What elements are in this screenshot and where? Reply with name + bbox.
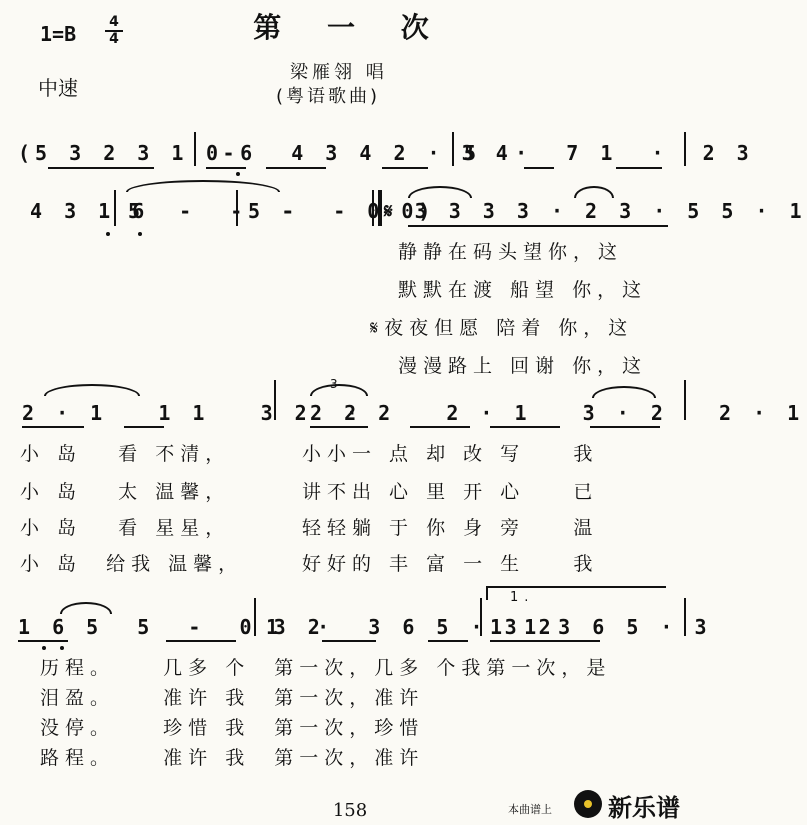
octave-dot <box>60 646 64 650</box>
underline-beam <box>490 640 600 642</box>
lyric-line: 没停。 珍惜 我 第一次，珍惜 <box>40 717 425 739</box>
barline <box>452 132 454 166</box>
volta-bracket-edge <box>486 586 488 600</box>
measure-group: 1 6 5 5 - 0 3 2 <box>18 615 325 639</box>
measure-group: 𝄋 3 3 3 3 · 2 3 · 5 5 · 1 <box>384 199 807 223</box>
measure-group: (5 3 2 3 1 - <box>18 141 240 165</box>
slur-arc <box>408 186 472 198</box>
lyric-line: 小 岛 太 温馨， <box>20 481 231 503</box>
measure-group: 2 2 2 2 · 1 3 · 2 2 · 1 <box>310 401 805 425</box>
underline-beam <box>616 167 662 169</box>
lyric-line: 小 岛 看 星星， <box>20 517 231 539</box>
barline <box>114 190 116 226</box>
underline-beam <box>408 225 668 227</box>
underline-beam <box>166 640 236 642</box>
song-style: (粤语歌曲) <box>276 86 381 107</box>
underline-beam <box>382 167 428 169</box>
slur-arc <box>60 602 112 614</box>
measure-group: 4 3 1 6 <box>30 199 150 223</box>
repeat-barline <box>372 190 374 226</box>
record-disc-icon <box>574 790 602 818</box>
measure-group: 5 · 7 1 · 2 3 <box>464 141 754 165</box>
measure-group: 1 1 3 6 5 · 3 <box>490 615 712 639</box>
lyric-line: 小 岛 看 不清， <box>20 443 231 465</box>
underline-beam <box>524 167 554 169</box>
tempo-marking: 中速 <box>38 76 78 100</box>
underline-beam <box>206 167 246 169</box>
underline-beam <box>428 640 468 642</box>
slur-arc <box>44 384 140 396</box>
barline <box>254 598 256 636</box>
page-number: 158 <box>332 800 368 821</box>
time-signature-top: 4 <box>109 14 119 30</box>
underline-beam <box>410 426 470 428</box>
key-signature: 1=B <box>40 22 77 46</box>
underline-beam <box>266 167 326 169</box>
source-caption: 本曲谱上 <box>508 803 552 816</box>
measure-group: 5 - - 0 0) <box>248 199 436 223</box>
triplet-mark: 3 <box>330 377 344 391</box>
lyric-line: 好好的 丰 富 一 生 我 <box>302 553 599 575</box>
barline <box>480 598 482 636</box>
underline-beam <box>22 426 84 428</box>
measure-group: 1 · 3 6 5 · 3 2 <box>266 615 556 639</box>
lyric-line: 讲不出 心 里 开 心 已 <box>302 481 599 503</box>
measure-group: 2 · 1 1 1 3 2 · <box>22 401 363 425</box>
underline-beam <box>490 426 560 428</box>
lyric-line: 历程。 几多 个 第一次，几多 个我第一次，是 <box>40 657 612 679</box>
time-signature <box>103 16 125 46</box>
measure-group: 0 6 4 3 4 2 · 3 4 <box>206 141 513 165</box>
lyric-line: 轻轻躺 于 你 身 旁 温 <box>302 517 599 539</box>
slur-arc <box>574 186 614 198</box>
underline-beam <box>48 167 154 169</box>
volta-number: 1. <box>510 590 535 605</box>
octave-dot <box>236 172 240 176</box>
barline <box>236 190 238 226</box>
octave-dot <box>42 646 46 650</box>
slur-arc <box>592 386 656 398</box>
underline-beam <box>18 640 68 642</box>
repeat-barline-thick <box>378 190 382 226</box>
lyric-line: 𝄋夜夜但愿 陪着 你，这 <box>370 317 634 339</box>
lyric-line: 静静在码头望你，这 <box>398 241 624 263</box>
lyric-line: 漫漫路上 回谢 你，这 <box>398 355 648 377</box>
lyric-line: 小 岛 给我 温馨， <box>20 553 244 575</box>
site-logo-text[interactable]: 新乐谱 <box>608 794 680 822</box>
barline <box>684 380 686 420</box>
octave-dot <box>138 232 142 236</box>
octave-dot <box>106 232 110 236</box>
lyric-line: 路程。 准许 我 第一次，准许 <box>40 747 425 769</box>
underline-beam <box>590 426 660 428</box>
singer-credit: 梁雁翎 唱 <box>290 62 388 83</box>
barline <box>684 598 686 636</box>
measure-group: 5 - - - <box>128 199 299 223</box>
barline <box>684 132 686 166</box>
lyric-line: 小小一 点 却 改 写 我 <box>302 443 599 465</box>
underline-beam <box>124 426 164 428</box>
song-title: 第 一 次 <box>253 11 447 44</box>
tie-arc <box>126 180 280 192</box>
barline <box>274 380 276 420</box>
barline <box>194 132 196 166</box>
lyric-line: 默默在渡 船望 你，这 <box>398 279 648 301</box>
time-signature-bottom: 4 <box>109 31 119 47</box>
lyric-line: 泪盈。 准许 我 第一次，准许 <box>40 687 425 709</box>
underline-beam <box>322 640 376 642</box>
underline-beam <box>310 426 368 428</box>
